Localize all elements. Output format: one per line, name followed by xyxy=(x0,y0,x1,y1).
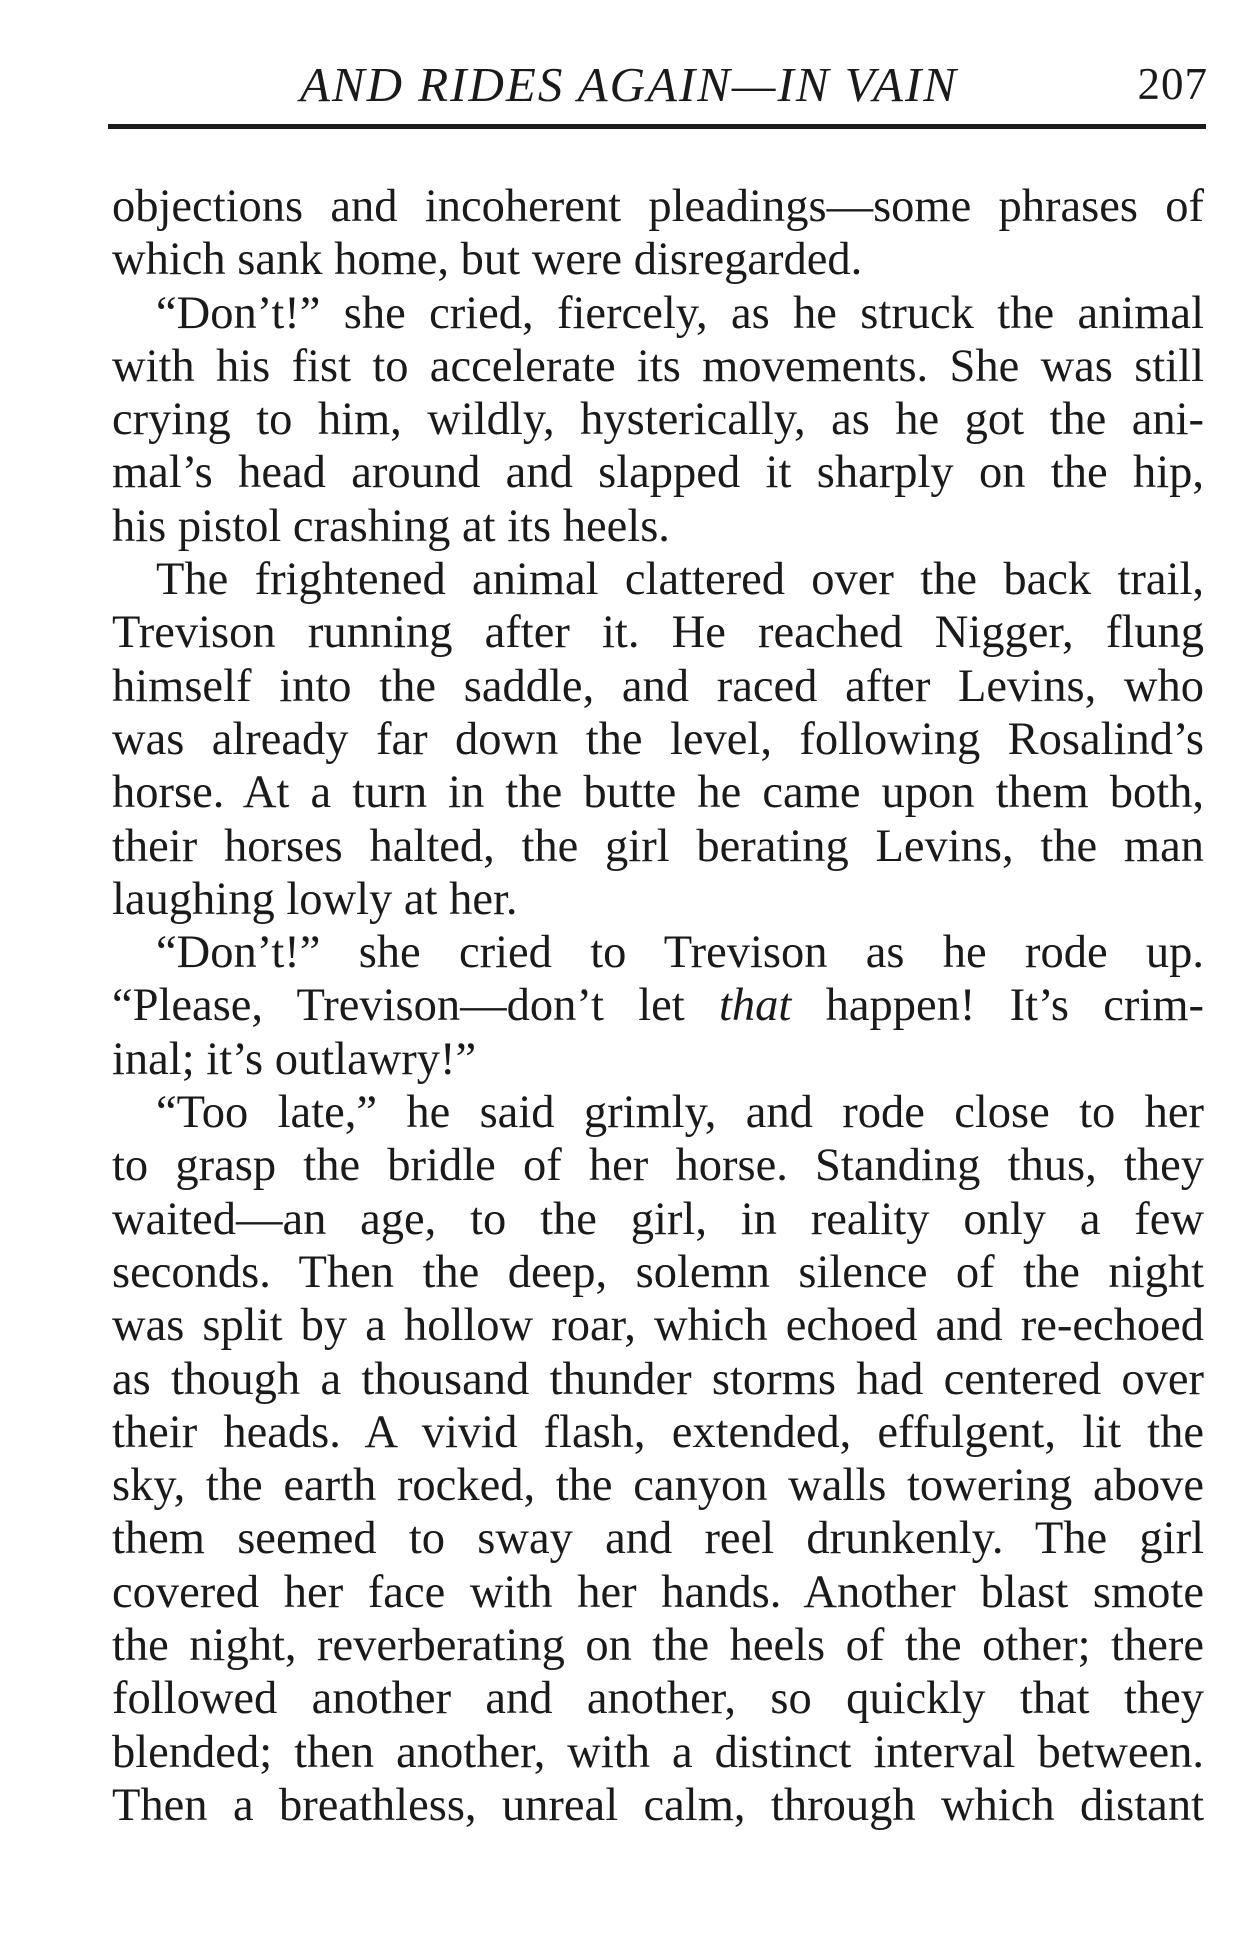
text-line: “Don’t!” she cried to Trevison as he rode up. xyxy=(156,927,1204,979)
text-line: their heads. A vivid flash, extended, effulgent, lit the xyxy=(112,1406,1204,1458)
text-line: “Please, Trevison—don’t let that happen! It’s crim- xyxy=(112,980,1204,1032)
text-line: seconds. Then the deep, solemn silence of the night xyxy=(112,1246,1204,1298)
text-line: The frightened animal clattered over the back trail, xyxy=(156,554,1204,606)
body-text xyxy=(112,180,1204,1832)
running-head xyxy=(108,50,1208,120)
text-line: with his fist to accelerate its movements. She was still xyxy=(112,340,1204,392)
text-line: sky, the earth rocked, the canyon walls towering above xyxy=(112,1460,1204,1512)
text-line: inal; it’s outlawry!” xyxy=(112,1033,477,1085)
text-line: Then a breathless, unreal calm, through which distant xyxy=(112,1779,1204,1831)
text-line: horse. At a turn in the butte he came upon them both, xyxy=(112,767,1204,819)
text-line: was already far down the level, following Rosalind’s xyxy=(112,713,1204,765)
text-line: to grasp the bridle of her horse. Standing thus, they xyxy=(112,1140,1204,1192)
running-head-title: AND RIDES AGAIN—IN VAIN xyxy=(300,57,958,112)
text-line: laughing lowly at her. xyxy=(112,873,518,925)
text-line: waited—an age, to the girl, in reality only a few xyxy=(112,1193,1204,1245)
header-rule xyxy=(108,124,1206,129)
text-line: mal’s head around and slapped it sharply on the hip, xyxy=(112,447,1204,499)
text-line: objections and incoherent pleadings—some phrases of xyxy=(112,181,1204,232)
page-number: 207 xyxy=(1137,59,1208,109)
text-line: the night, reverberating on the heels of the other; there xyxy=(112,1620,1204,1672)
text-line: as though a thousand thunder storms had centered over xyxy=(112,1353,1204,1405)
text-line: was split by a hollow roar, which echoed and re-echoed xyxy=(112,1300,1204,1352)
text-line: Trevison running after it. He reached Nigger, flung xyxy=(112,607,1204,659)
text-line: “Don’t!” she cried, fiercely, as he struck the animal xyxy=(156,287,1204,339)
text-line: “Too late,” he said grimly, and rode close to her xyxy=(156,1087,1204,1139)
text-line: himself into the saddle, and raced after Levins, who xyxy=(112,660,1204,712)
text-line: his pistol crashing at its heels. xyxy=(112,500,670,552)
text-line: blended; then another, with a distinct interval between. xyxy=(112,1726,1204,1778)
text-line: which sank home, but were disregarded. xyxy=(112,234,863,286)
text-line: crying to him, wildly, hysterically, as he got the ani- xyxy=(112,394,1204,446)
text-line: covered her face with her hands. Another blast smote xyxy=(112,1566,1204,1618)
text-line: followed another and another, so quickly that they xyxy=(112,1673,1204,1725)
text-line: their horses halted, the girl berating Levins, the man xyxy=(112,820,1204,872)
text-line: them seemed to sway and reel drunkenly. The girl xyxy=(112,1513,1204,1565)
